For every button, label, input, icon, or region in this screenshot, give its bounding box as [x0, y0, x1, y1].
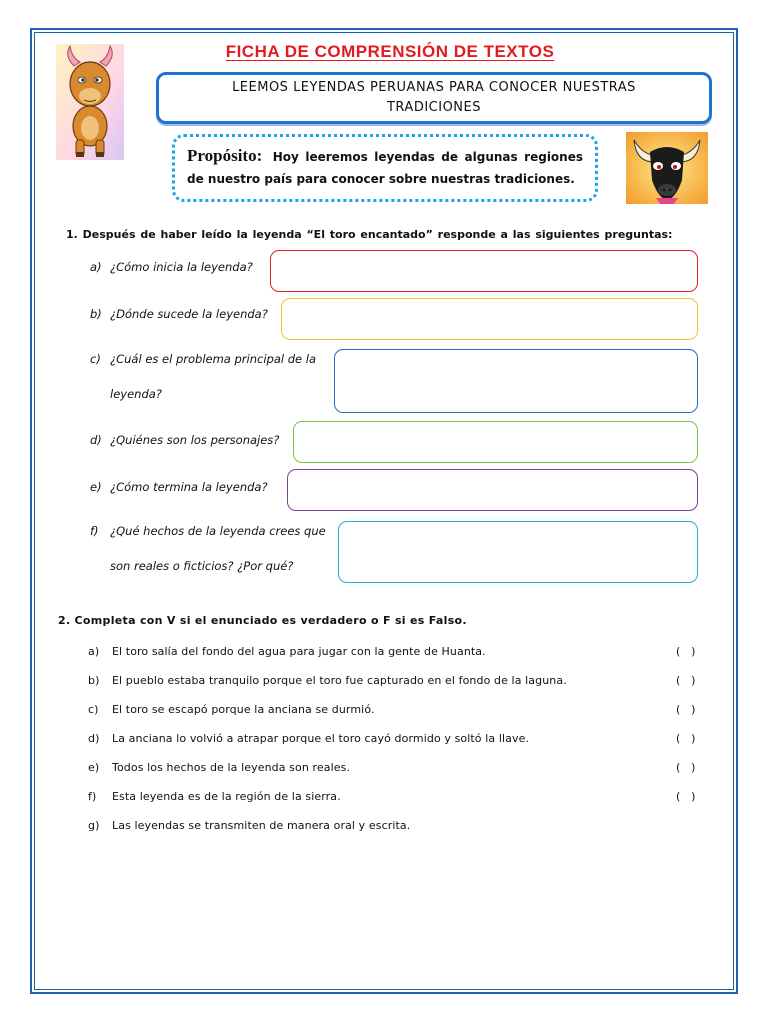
banner-text: LEEMOS LEYENDAS PERUANAS PARA CONOCER NUESTRAS TRADICIONES	[232, 80, 636, 115]
question-a: a) ¿Cómo inicia la leyenda?	[90, 260, 253, 274]
answer-box-d[interactable]	[293, 421, 698, 463]
answer-box-c[interactable]	[334, 349, 698, 413]
answer-box-f[interactable]	[338, 521, 698, 583]
answer-box-e[interactable]	[287, 469, 698, 511]
answer-paren-a[interactable]: ( )	[676, 645, 696, 658]
question-f-cont: son reales o ficticios? ¿Por qué?	[110, 559, 294, 573]
question-b: b) ¿Dónde sucede la leyenda?	[90, 307, 268, 321]
section2-heading: 2. Completa con V si el enunciado es verdadero o F si es Falso.	[58, 614, 467, 627]
purpose-text: Hoy leeremos leyendas de algunas regiones de nuestro país para conocer sobre nuestras tradiciones.	[187, 150, 583, 186]
bull-head-icon	[626, 132, 708, 204]
topic-banner	[156, 72, 712, 124]
tf-item-d: d) La anciana lo volvió a atrapar porque el toro cayó dormido y soltó la llave. ( )	[88, 732, 696, 745]
tf-item-e: e) Todos los hechos de la leyenda son reales. ( )	[88, 761, 696, 774]
cartoon-bull-icon	[56, 44, 124, 160]
tf-item-a: a) El toro salía del fondo del agua para jugar con la gente de Huanta. ( )	[88, 645, 696, 658]
section1-heading: 1. Después de haber leído la leyenda “El toro encantado” responde a las siguientes preguntas:	[66, 228, 673, 241]
question-f: f) ¿Qué hechos de la leyenda crees que	[90, 524, 326, 538]
question-d: d) ¿Quiénes son los personajes?	[90, 433, 280, 447]
answer-box-b[interactable]	[281, 298, 698, 340]
purpose-label: Propósito:	[187, 146, 263, 165]
answer-paren-c[interactable]: ( )	[676, 703, 696, 716]
tf-item-b: b) El pueblo estaba tranquilo porque el toro fue capturado en el fondo de la laguna. ( )	[88, 674, 696, 687]
answer-paren-b[interactable]: ( )	[676, 674, 696, 687]
tf-item-c: c) El toro se escapó porque la anciana se durmió. ( )	[88, 703, 696, 716]
tf-item-f: f) Esta leyenda es de la región de la sierra. ( )	[88, 790, 696, 803]
answer-box-a[interactable]	[270, 250, 698, 292]
answer-paren-f[interactable]: ( )	[676, 790, 696, 803]
question-c-cont: leyenda?	[110, 387, 162, 401]
purpose-box	[172, 134, 598, 202]
answer-paren-d[interactable]: ( )	[676, 732, 696, 745]
question-e: e) ¿Cómo termina la leyenda?	[90, 480, 268, 494]
question-c: c) ¿Cuál es el problema principal de la	[90, 352, 317, 366]
page-title: FICHA DE COMPRENSIÓN DE TEXTOS	[225, 42, 555, 61]
answer-paren-e[interactable]: ( )	[676, 761, 696, 774]
tf-item-g: g) Las leyendas se transmiten de manera oral y escrita.	[88, 819, 411, 832]
